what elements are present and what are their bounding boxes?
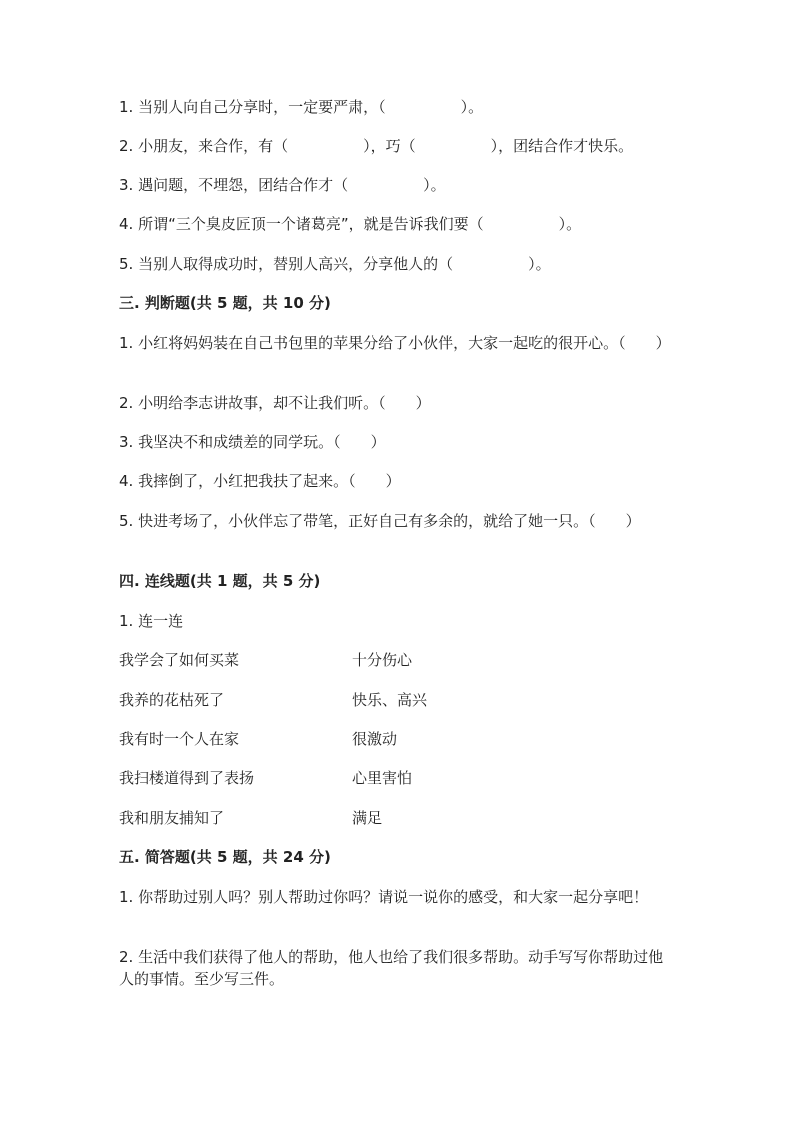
section-4-heading: 四. 连线题(共 1 题，共 5 分) (119, 572, 321, 590)
matching-right-item: 十分伤心 (352, 651, 413, 669)
section-3-heading: 三. 判断题(共 5 题，共 10 分) (119, 294, 331, 312)
judge-question-2: 2. 小明给李志讲故事，却不让我们听。（ ） (119, 394, 431, 412)
short-answer-question-2: 2. 生活中我们获得了他人的帮助，他人也给了我们很多帮助。动手写写你帮助过他人的事情。至少写三件。 (119, 948, 664, 988)
matching-question: 1. 连一连 (119, 612, 184, 630)
matching-right-item: 很激动 (352, 730, 398, 748)
matching-right-item: 快乐、高兴 (352, 691, 428, 709)
matching-left-item: 我养的花枯死了 (119, 691, 225, 709)
matching-left-item: 我有时一个人在家 (119, 730, 240, 748)
matching-left-item: 我扫楼道得到了表扬 (119, 769, 255, 787)
fill-blank-question-1: 1. 当别人向自己分享时，一定要严肃，（ ）。 (119, 98, 484, 116)
matching-right-item: 满足 (352, 809, 383, 827)
matching-left-item: 我学会了如何买菜 (119, 651, 240, 669)
judge-question-3: 3. 我坚决不和成绩差的同学玩。（ ） (119, 433, 386, 451)
section-5-heading: 五. 简答题(共 5 题，共 24 分) (119, 848, 331, 866)
judge-question-5: 5. 快进考场了，小伙伴忘了带笔，正好自己有多余的，就给了她一只。（ ） (119, 512, 641, 530)
matching-right-item: 心里害怕 (352, 769, 413, 787)
fill-blank-question-4: 4. 所谓“三个臭皮匠顶一个诸葛亮”，就是告诉我们要（ ）。 (119, 215, 582, 233)
judge-question-4: 4. 我摔倒了，小红把我扶了起来。（ ） (119, 472, 401, 490)
fill-blank-question-2: 2. 小朋友，来合作，有（ ），巧（ ），团结合作才快乐。 (119, 137, 634, 155)
fill-blank-question-3: 3. 遇问题，不埋怨，团结合作才（ ）。 (119, 176, 446, 194)
short-answer-question-1: 1. 你帮助过别人吗？别人帮助过你吗？请说一说你的感受，和大家一起分享吧！ (119, 888, 649, 906)
fill-blank-question-5: 5. 当别人取得成功时，替别人高兴，分享他人的（ ）。 (119, 255, 551, 273)
matching-left-item: 我和朋友捕知了 (119, 809, 225, 827)
judge-question-1: 1. 小红将妈妈装在自己书包里的苹果分给了小伙伴，大家一起吃的很开心。（ ） (119, 334, 671, 352)
